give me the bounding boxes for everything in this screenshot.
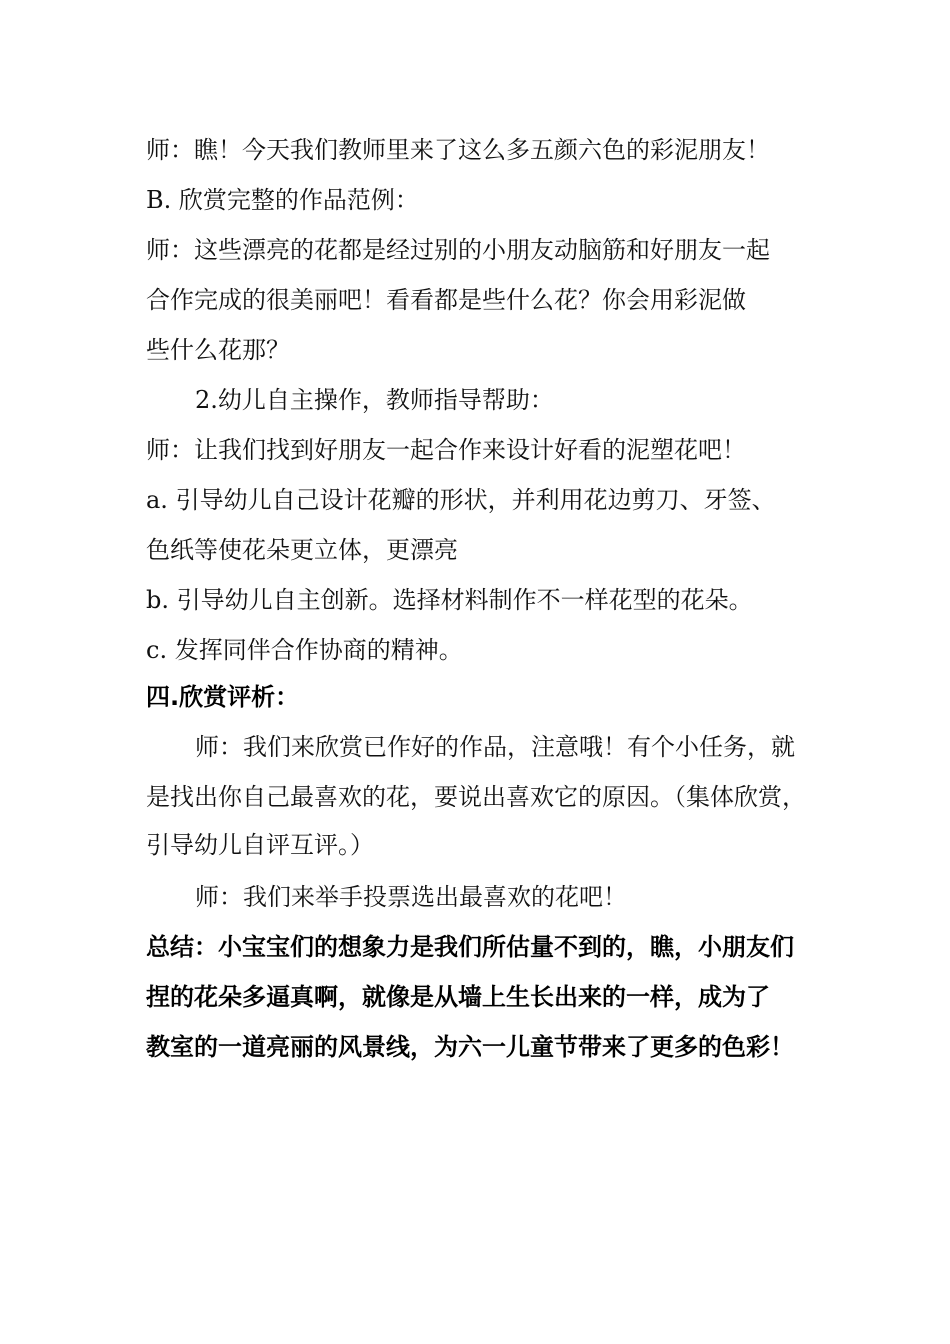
dialogue-line: 师：瞧！今天我们教师里来了这么多五颜六色的彩泥朋友！ — [146, 136, 770, 164]
dialogue-line: 师：让我们找到好朋友一起合作来设计好看的泥塑花吧！ — [146, 436, 746, 464]
list-item-a: a. 引导幼儿自己设计花瓣的形状，并利用花边剪刀、牙签、 — [146, 486, 776, 514]
paragraph-line: 色纸等使花朵更立体，更漂亮 — [146, 536, 458, 564]
paragraph-line: 引导幼儿自评互评。） — [146, 831, 374, 859]
summary-line: 教室的一道亮丽的风景线，为六一儿童节带来了更多的色彩！ — [146, 1033, 794, 1061]
list-item-c: c. 发挥同伴合作协商的精神。 — [146, 636, 463, 664]
dialogue-line: 师：我们来举手投票选出最喜欢的花吧！ — [195, 883, 627, 911]
section-item-b: B. 欣赏完整的作品范例： — [146, 186, 419, 214]
list-item-b: b. 引导幼儿自主创新。选择材料制作不一样花型的花朵。 — [146, 586, 753, 614]
dialogue-line: 师：我们来欣赏已作好的作品，注意哦！有个小任务，就 — [195, 733, 795, 761]
section-heading: 四.欣赏评析： — [146, 683, 300, 711]
paragraph-line: 是找出你自己最喜欢的花，要说出喜欢它的原因。（集体欣赏， — [146, 783, 806, 811]
step-heading: 2.幼儿自主操作，教师指导帮助： — [195, 386, 554, 414]
dialogue-line: 师：这些漂亮的花都是经过别的小朋友动脑筋和好朋友一起 — [146, 236, 770, 264]
paragraph-line: 合作完成的很美丽吧！看看都是些什么花？你会用彩泥做 — [146, 286, 746, 314]
summary-line: 捏的花朵多逼真啊，就像是从墙上生长出来的一样，成为了 — [146, 983, 770, 1011]
summary-line: 总结：小宝宝们的想象力是我们所估量不到的，瞧，小朋友们 — [146, 933, 794, 961]
paragraph-line: 些什么花那？ — [146, 336, 290, 364]
